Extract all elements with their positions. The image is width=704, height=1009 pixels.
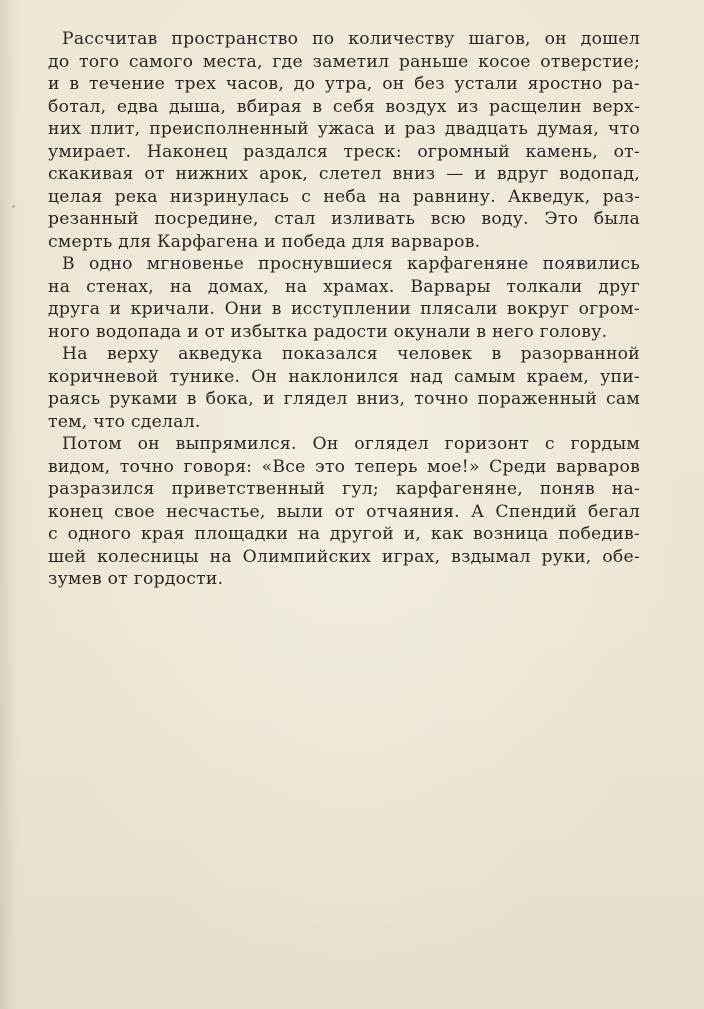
text-line: Рассчитав пространство по количеству шагов, он дошел — [62, 29, 640, 49]
text-line: разразился приветственный гул; карфагеняне, поняв на- — [48, 479, 640, 499]
text-line: конец свое несчастье, выли от отчаяния. А Спендий бегал — [48, 501, 640, 522]
text-line: с одного края площадки на другой и, как возница победив- — [48, 524, 640, 544]
text-line: коричневой тунике. Он наклонился над самым краем, упи- — [48, 366, 640, 387]
page-edge-shadow — [0, 0, 18, 1009]
body-text — [48, 28, 640, 591]
text-line: друга и кричали. Они в исступлении плясали вокруг огром- — [48, 299, 640, 319]
text-line: Потом он выпрямился. Он оглядел горизонт с гордым — [62, 434, 640, 454]
text-line: умирает. Наконец раздался треск: огромный камень, от- — [48, 141, 640, 162]
paragraph-1 — [48, 28, 640, 253]
text-line: зумев от гордости. — [48, 569, 224, 589]
text-line: шей колесницы на Олимпийских играх, вздымал руки, обе- — [48, 546, 640, 567]
paragraph-2 — [48, 253, 640, 343]
text-line: целая река низринулась с неба на равнину. Акведук, раз- — [48, 186, 640, 207]
text-line: ботал, едва дыша, вбирая в себя воздух из расщелин верх- — [48, 96, 640, 117]
text-line: В одно мгновенье проснувшиеся карфагеняне появились — [62, 254, 640, 274]
text-line: смерть для Карфагена и победа для варваров. — [48, 231, 481, 252]
text-line: на стенах, на домах, на храмах. Варвары толкали друг — [48, 276, 640, 297]
text-line: раясь руками в бока, и глядел вниз, точно пораженный сам — [48, 389, 640, 409]
text-line: видом, точно говоря: «Все это теперь мое!» Среди варваров — [48, 456, 640, 477]
text-line: На верху акведука показался человек в разорванной — [62, 344, 640, 364]
paragraph-4 — [48, 433, 640, 591]
text-line: них плит, преисполненный ужаса и раз двадцать думая, что — [48, 119, 640, 139]
paper-speck — [12, 205, 15, 208]
text-line: ного водопада и от избытка радости окунали в него голову. — [48, 321, 608, 342]
paragraph-3 — [48, 343, 640, 433]
text-line: тем, что сделал. — [48, 411, 201, 432]
text-line: резанный посредине, стал изливать всю воду. Это была — [48, 209, 640, 229]
text-line: и в течение трех часов, до утра, он без устали яростно ра- — [48, 74, 640, 94]
text-line: скакивая от нижних арок, слетел вниз — и вдруг водопад, — [48, 164, 640, 184]
text-line: до того самого места, где заметил раньше косое отверстие; — [48, 51, 640, 72]
